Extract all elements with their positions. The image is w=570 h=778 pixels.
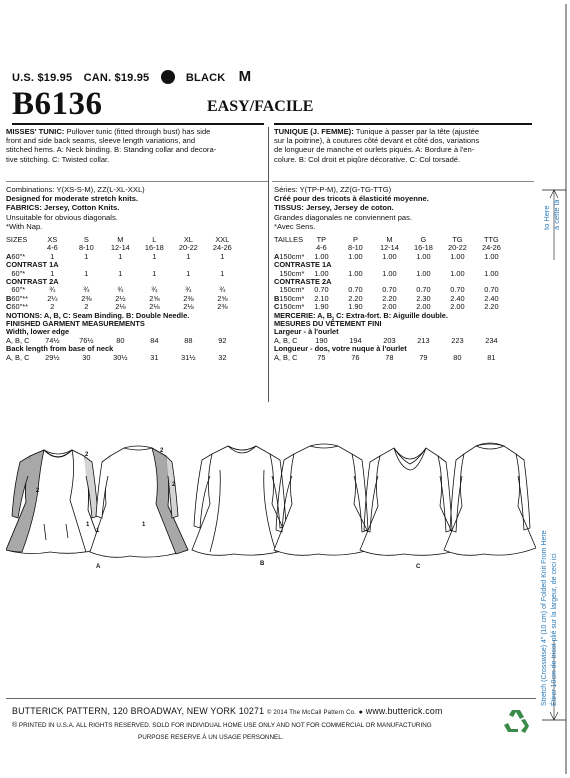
en-table-cell: 1 bbox=[118, 251, 123, 261]
fr-table-cell: 2.10 bbox=[314, 293, 329, 303]
fr-table-cell: 2.40 bbox=[484, 293, 499, 303]
en-table-cell: 92 bbox=[218, 335, 227, 345]
en-table bbox=[6, 236, 239, 362]
en-table-cell: 88 bbox=[184, 335, 193, 345]
en-table-cell: S bbox=[83, 235, 89, 244]
en-table-cell: ¾ bbox=[83, 285, 90, 295]
fr-table-cell: 213 bbox=[417, 335, 430, 345]
en-table-cell: SIZES bbox=[6, 235, 28, 244]
en-table-row bbox=[6, 244, 239, 252]
fr-yardage-table bbox=[274, 236, 536, 362]
fr-table-cell: 79 bbox=[419, 352, 428, 362]
fr-table-cell: 4-6 bbox=[316, 243, 327, 253]
fr-table-cell: 150cm* bbox=[279, 293, 305, 303]
color-label: BLACK bbox=[185, 72, 226, 84]
fr-table-cell: 76 bbox=[351, 352, 360, 362]
en-table-cell: XS bbox=[47, 235, 58, 244]
fr-combinations: Séries: Y(TP-P-M), ZZ(G-TG-TTG) bbox=[274, 185, 392, 194]
en-table-cell: ¾ bbox=[219, 285, 226, 295]
en-fabrics: FABRICS: Jersey, Cotton Knits. bbox=[6, 203, 120, 213]
garment-illustrations bbox=[6, 440, 536, 575]
publisher-address: BUTTERICK PATTERN, 120 BROADWAY, NEW YORK 10271 bbox=[12, 706, 265, 716]
rights-text-1: PRINTED IN U.S.A. ALL RIGHTS RESERVED. SOLD FOR INDIVIDUAL HOME USE ONLY AND NOT FOR COMMERCIAL OR MANUFACTURING bbox=[18, 722, 432, 729]
fr-table-cell: B bbox=[274, 293, 280, 303]
fr-table-cell: 8-10 bbox=[348, 243, 363, 253]
fr-table-cell: 80 bbox=[453, 352, 462, 362]
fr-table-cell: TP bbox=[316, 235, 327, 244]
us-price: U.S. $19.95 bbox=[12, 72, 73, 84]
pattern-number: B6136 bbox=[12, 86, 103, 122]
en-table-cell: ¾ bbox=[185, 285, 192, 295]
fr-description-line: sur la poitrine), à coutures côté devant et côté dos, variations bbox=[274, 136, 480, 146]
en-table-cell: 74½ bbox=[45, 335, 60, 345]
registered-icon: ® bbox=[12, 722, 18, 729]
fr-table-cell: 20-22 bbox=[447, 243, 467, 253]
view-c-front-drawing bbox=[360, 448, 460, 555]
en-table-cell: NOTIONS: A, B, C: Seam Binding. B: Double Needle. bbox=[6, 310, 190, 320]
en-table-cell: 1 bbox=[152, 268, 157, 278]
en-table-cell: 1 bbox=[50, 251, 55, 261]
fr-table-cell: 1.90 bbox=[314, 302, 329, 312]
en-table-cell: 2⅜ bbox=[183, 293, 194, 303]
en-table-cell: 1 bbox=[220, 251, 225, 261]
fr-table-cell: 0.70 bbox=[450, 285, 465, 295]
piece-number: 2 bbox=[172, 482, 176, 488]
en-description-line: stitched hems. A: Neck binding. B: Standing collar and decora- bbox=[6, 145, 217, 155]
fr-description-line: Tunique à passer par la tête (ajustée bbox=[355, 127, 480, 136]
fr-divider bbox=[272, 181, 534, 182]
fr-table-cell: 1.00 bbox=[484, 251, 499, 261]
registered-icon: ● bbox=[358, 709, 364, 716]
fr-table-cell: Longueur - dos, votre nuque à l'ourlet bbox=[274, 344, 407, 354]
fr-table-cell: G bbox=[420, 235, 427, 244]
en-table-cell: 1 bbox=[84, 251, 89, 261]
en-table-cell: 8-10 bbox=[78, 243, 94, 253]
en-description-head: MISSES' TUNIC: bbox=[6, 127, 65, 136]
fr-table-cell: 0.70 bbox=[484, 285, 499, 295]
en-table-cell: 20-22 bbox=[178, 243, 198, 253]
en-table-row bbox=[6, 261, 239, 269]
fr-table-cell: 1.00 bbox=[450, 268, 465, 278]
recycle-icon bbox=[502, 708, 530, 734]
en-table-cell: 1 bbox=[118, 268, 123, 278]
en-table-cell: 60"** bbox=[11, 302, 28, 312]
view-a-back-drawing bbox=[90, 446, 188, 557]
en-table-cell: A, B, C bbox=[6, 352, 30, 362]
fr-table-cell: 150cm* bbox=[279, 268, 305, 278]
stretch-instruction-fr: Étirer 10cm de tricot plié sur la largeur, de ceci ici bbox=[551, 553, 558, 706]
fr-table-cell: 1.00 bbox=[348, 268, 363, 278]
fr-table-cell: M bbox=[386, 235, 393, 244]
fr-table-cell: 1.00 bbox=[314, 268, 329, 278]
column-divider bbox=[268, 127, 269, 402]
en-divider bbox=[6, 181, 268, 182]
piece-number: 1 bbox=[96, 528, 100, 534]
en-table-cell: 31 bbox=[150, 352, 159, 362]
piece-number: 2 bbox=[36, 488, 40, 494]
view-label-c: C bbox=[416, 564, 421, 570]
en-table-cell: 32 bbox=[218, 352, 227, 362]
en-table-cell: 2½ bbox=[115, 293, 126, 303]
fr-table-cell: 2.40 bbox=[450, 293, 465, 303]
en-table-cell: Back length from base of neck bbox=[6, 344, 114, 354]
en-table-cell: 1 bbox=[50, 268, 55, 278]
rights-line-2: PURPOSE RESERVE À UN USAGE PERSONNEL. bbox=[138, 734, 284, 741]
fr-table-cell: TAILLES bbox=[274, 235, 304, 244]
header-rule-left bbox=[12, 123, 264, 125]
en-table-cell: Width, lower edge bbox=[6, 327, 70, 337]
fr-table-cell: 2.20 bbox=[382, 293, 397, 303]
en-table-cell: 1 bbox=[186, 268, 191, 278]
fr-table-cell: 2.00 bbox=[416, 302, 431, 312]
fr-table-cell: 2.00 bbox=[382, 302, 397, 312]
copyright: © 2014 The McCall Pattern Co. bbox=[266, 710, 357, 716]
fr-table-cell: 24-26 bbox=[481, 243, 501, 253]
en-with-nap: *With Nap. bbox=[6, 221, 43, 231]
en-table-cell: L bbox=[152, 235, 157, 244]
en-table-cell: 1 bbox=[186, 251, 191, 261]
fr-table-cell: 194 bbox=[349, 335, 362, 345]
fr-table bbox=[274, 236, 508, 362]
view-label-a: A bbox=[96, 564, 101, 570]
difficulty-label: EASY/FACILE bbox=[207, 98, 314, 115]
stretch-gauge-sidebar bbox=[538, 0, 570, 778]
fr-table-cell: 1.00 bbox=[314, 251, 329, 261]
fr-designed-for: Créé pour des tricots à élasticité moyenne. bbox=[274, 194, 429, 204]
en-table-cell: 2⅝ bbox=[149, 293, 160, 303]
en-description-line: Pullover tunic (fitted through bust) has side bbox=[66, 127, 211, 136]
view-b-front-drawing bbox=[192, 446, 292, 555]
en-combinations: Combinations: Y(XS-S-M), ZZ(L-XL-XXL) bbox=[6, 185, 145, 194]
piece-number: 1 bbox=[86, 522, 90, 528]
fr-table-row bbox=[274, 354, 508, 362]
fr-table-cell: 150cm* bbox=[279, 302, 305, 312]
en-description-line: front and side back seams, sleeve length variations, and bbox=[6, 136, 196, 146]
fr-table-cell: 1.00 bbox=[484, 268, 499, 278]
english-column bbox=[6, 127, 266, 164]
en-table-cell: CONTRAST 1A bbox=[6, 260, 59, 270]
fr-description-head: TUNIQUE (J. FEMME): bbox=[274, 127, 354, 136]
fr-table-cell: 223 bbox=[451, 335, 464, 345]
view-b-back-drawing bbox=[274, 444, 376, 555]
en-table-cell: 1 bbox=[152, 251, 157, 261]
footer-address-line bbox=[12, 706, 443, 716]
en-table-cell: 4-6 bbox=[47, 243, 58, 253]
en-table-cell: B bbox=[6, 293, 12, 303]
en-table-cell: 60"** bbox=[11, 293, 28, 303]
fr-table-cell: 0.70 bbox=[416, 285, 431, 295]
en-table-row bbox=[6, 354, 239, 362]
en-table-cell: 60"* bbox=[11, 251, 26, 261]
en-table-cell: A, B, C bbox=[6, 335, 30, 345]
fr-table-cell: TG bbox=[452, 235, 463, 244]
fr-fabrics: TISSUS: Jersey, Jersey de coton. bbox=[274, 203, 394, 213]
website: www.butterick.com bbox=[365, 706, 443, 716]
fr-table-cell: 0.70 bbox=[348, 285, 363, 295]
fr-unsuitable: Grandes diagonales ne conviennent pas. bbox=[274, 212, 413, 222]
fr-table-cell: 190 bbox=[315, 335, 328, 345]
en-table-cell: 76½ bbox=[79, 335, 94, 345]
fr-table-cell: A bbox=[274, 251, 280, 261]
fr-table-cell: 2.20 bbox=[348, 293, 363, 303]
en-table-cell: 2⅛ bbox=[115, 302, 126, 312]
fr-table-cell: MERCERIE: A, B, C: Extra-fort. B: Aiguille double. bbox=[274, 310, 448, 320]
can-price: CAN. $19.95 bbox=[83, 72, 150, 84]
fr-table-cell: 1.00 bbox=[416, 251, 431, 261]
en-table-cell: 30½ bbox=[113, 352, 128, 362]
fr-table-cell: C bbox=[274, 302, 280, 312]
fr-table-cell: 0.70 bbox=[382, 285, 397, 295]
fr-table-cell: 2.20 bbox=[484, 302, 499, 312]
en-table-cell: 1 bbox=[220, 268, 225, 278]
en-table-cell: C bbox=[6, 302, 12, 312]
fold-here-fr-text: à cette là bbox=[552, 199, 561, 230]
stretch-instruction-en: Stretch (Crosswise) 4" (10 cm) of Folded Knit From Here bbox=[541, 530, 548, 706]
en-table-cell: 16-18 bbox=[144, 243, 164, 253]
view-label-b: B bbox=[260, 561, 265, 567]
en-table-cell: CONTRAST 2A bbox=[6, 277, 59, 287]
en-table-cell: 12-14 bbox=[110, 243, 130, 253]
french-column bbox=[274, 127, 536, 164]
fr-table-cell: P bbox=[352, 235, 358, 244]
fr-table-cell: TTG bbox=[484, 235, 499, 244]
en-table-cell: 24-26 bbox=[212, 243, 232, 253]
rights-line-1 bbox=[12, 722, 432, 729]
en-table-cell: 2 bbox=[84, 302, 89, 312]
en-table-cell: 2⅝ bbox=[217, 293, 228, 303]
en-table-cell: M bbox=[117, 235, 124, 244]
fr-table-cell: 81 bbox=[487, 352, 496, 362]
fold-here-text: to Here bbox=[542, 205, 551, 230]
piece-number: 2 bbox=[85, 452, 89, 458]
en-table-cell: A bbox=[6, 251, 12, 261]
fr-table-cell: CONTRASTE 2A bbox=[274, 277, 332, 287]
footer-rule bbox=[6, 698, 536, 699]
view-c-back-drawing bbox=[444, 443, 536, 555]
fr-table-cell: 1.90 bbox=[348, 302, 363, 312]
fr-table-cell: CONTRASTE 1A bbox=[274, 260, 332, 270]
en-fabric-info bbox=[6, 185, 266, 231]
en-table-cell: XL bbox=[183, 235, 193, 244]
en-table-cell: 80 bbox=[116, 335, 125, 345]
en-table-cell: 2⅛ bbox=[183, 302, 194, 312]
en-table-cell: 2¼ bbox=[47, 293, 58, 303]
fr-table-cell: 12-14 bbox=[379, 243, 399, 253]
piece-number: 2 bbox=[160, 448, 164, 454]
en-table-cell: 30 bbox=[82, 352, 91, 362]
en-table-cell: ¾ bbox=[49, 285, 56, 295]
header-rule-right bbox=[274, 123, 532, 125]
fr-table-cell: 1.00 bbox=[382, 268, 397, 278]
fr-table-cell: 1.00 bbox=[416, 268, 431, 278]
en-table-cell: 1 bbox=[84, 268, 89, 278]
fr-table-cell: 1.00 bbox=[382, 251, 397, 261]
fr-table-cell: A, B, C bbox=[274, 352, 298, 362]
en-table-cell: 2⅛ bbox=[149, 302, 160, 312]
fr-table-cell: 0.70 bbox=[314, 285, 329, 295]
black-dot-icon bbox=[161, 70, 175, 84]
piece-number: 1 bbox=[142, 522, 146, 528]
fr-table-cell: 1.00 bbox=[348, 251, 363, 261]
fr-table-cell: A, B, C bbox=[274, 335, 298, 345]
fr-table-cell: 2.30 bbox=[416, 293, 431, 303]
fr-table-cell: 150cm* bbox=[279, 285, 305, 295]
en-description-line: tive stitching. C: Twisted collar. bbox=[6, 154, 110, 164]
en-table-cell: 60"* bbox=[11, 285, 26, 295]
en-table-cell: XXL bbox=[215, 235, 230, 244]
en-table-cell: ¾ bbox=[151, 285, 158, 295]
price-line bbox=[12, 68, 259, 85]
en-table-cell: ¾ bbox=[117, 285, 124, 295]
en-table-cell: FINISHED GARMENT MEASUREMENTS bbox=[6, 319, 145, 329]
en-table-cell: 29½ bbox=[45, 352, 60, 362]
fr-table-cell: 16-18 bbox=[413, 243, 433, 253]
view-a-front-drawing bbox=[6, 450, 102, 554]
en-table-cell: 2 bbox=[50, 302, 55, 312]
en-table-cell: 2⅜ bbox=[217, 302, 228, 312]
fr-table-cell: 234 bbox=[485, 335, 498, 345]
fr-table-cell: 150cm* bbox=[279, 251, 305, 261]
en-table-cell: 31½ bbox=[181, 352, 196, 362]
fr-description-line: de longueur de manche et ourlets piqués. A: Bordure à l'en- bbox=[274, 145, 475, 155]
fr-with-nap: *Avec Sens. bbox=[274, 221, 316, 231]
fr-table-cell: 78 bbox=[385, 352, 394, 362]
fr-table-cell: Largeur - à l'ourlet bbox=[274, 327, 339, 337]
en-table-cell: 60"* bbox=[11, 268, 26, 278]
fr-table-cell: 75 bbox=[317, 352, 326, 362]
fr-table-cell: 203 bbox=[383, 335, 396, 345]
fr-table-cell: MESURES DU VÊTEMENT FINI bbox=[274, 319, 382, 329]
size-letter: M bbox=[238, 68, 252, 85]
en-unsuitable: Unsuitable for obvious diagonals. bbox=[6, 212, 118, 222]
fr-fabric-info bbox=[274, 185, 536, 231]
en-table-cell: 2⅜ bbox=[81, 293, 92, 303]
en-yardage-table bbox=[6, 236, 268, 362]
fr-table-cell: 1.00 bbox=[450, 251, 465, 261]
en-designed-for: Designed for moderate stretch knits. bbox=[6, 194, 139, 204]
fr-description-line: colure. B: Col droit et piqûre décorative. C: Col torsadé. bbox=[274, 154, 461, 164]
en-table-cell: 84 bbox=[150, 335, 159, 345]
fr-table-cell: 2.00 bbox=[450, 302, 465, 312]
